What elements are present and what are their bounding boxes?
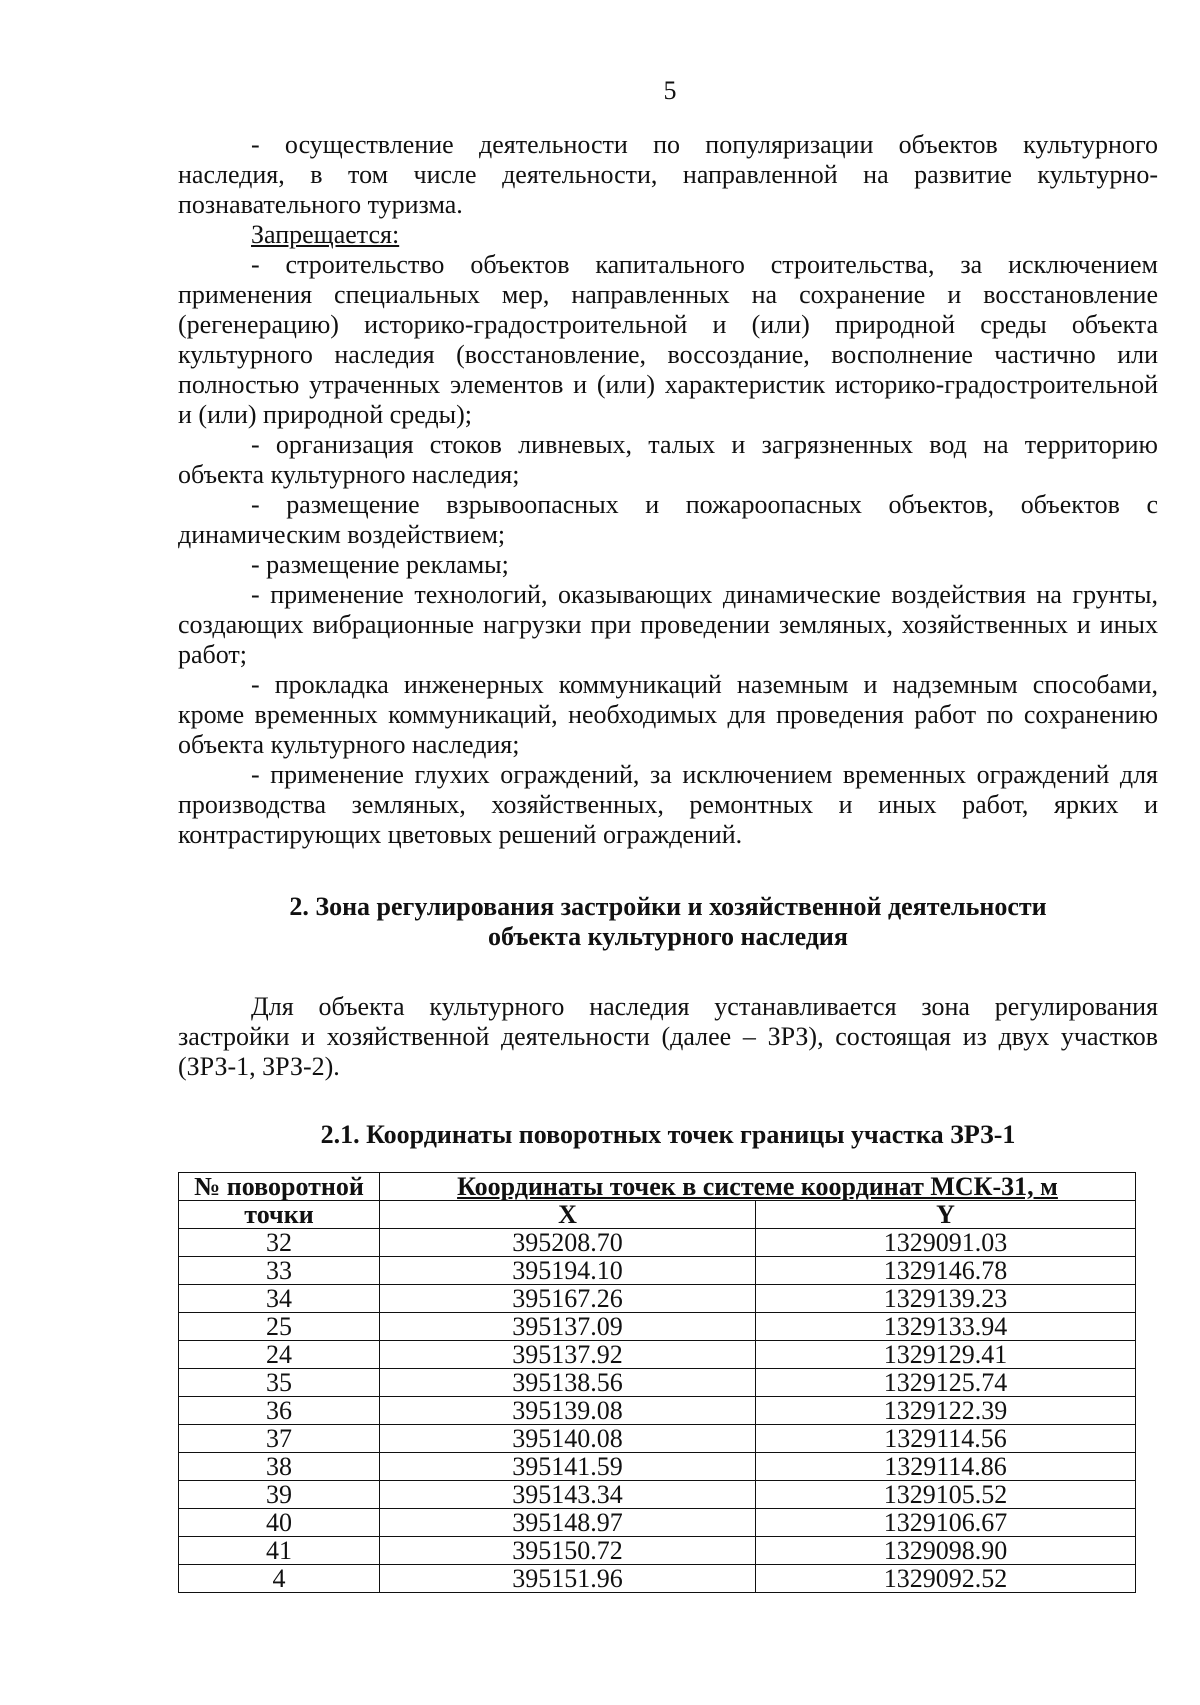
x-coordinate-cell: 395208.70 (380, 1229, 756, 1257)
y-coordinate-cell: 1329105.52 (756, 1481, 1136, 1509)
point-number-cell: 33 (179, 1257, 380, 1285)
prohibited-item: - прокладка инженерных коммуникаций наземным и надземным способами, кроме временных коммуникаций, необходимых для проведения работ по сохранению объекта культурного наследия; (178, 670, 1158, 759)
prohibited-item: - организация стоков ливневых, талых и загрязненных вод на территорию объекта культурного наследия; (178, 430, 1158, 489)
table-row (179, 1341, 1136, 1369)
y-coordinate-cell: 1329133.94 (756, 1313, 1136, 1341)
prohibited-item: - размещение взрывоопасных и пожароопасных объектов, объектов с динамическим воздействием; (178, 490, 1158, 549)
y-coordinate-cell: 1329146.78 (756, 1257, 1136, 1285)
prohibited-item: - применение технологий, оказывающих динамические воздействия на грунты, создающих вибрационные нагрузки при проведении земляных, хозяйственных и иных работ; (178, 580, 1158, 669)
table-row (179, 1537, 1136, 1565)
point-number-cell: 36 (179, 1397, 380, 1425)
y-coordinate-cell: 1329091.03 (756, 1229, 1136, 1257)
x-coordinate-cell: 395150.72 (380, 1537, 756, 1565)
point-number-cell: 37 (179, 1425, 380, 1453)
y-coordinate-cell: 1329092.52 (756, 1565, 1136, 1593)
x-coordinate-cell: 395140.08 (380, 1425, 756, 1453)
x-coordinate-cell: 395137.09 (380, 1313, 756, 1341)
prohibited-item: - применение глухих ограждений, за исключением временных ограждений для производства земляных, хозяйственных, ремонтных и иных работ, ярких и контрастирующих цветовых решений ограждений. (178, 760, 1158, 849)
page-number: 5 (663, 76, 677, 105)
col-x-header: X (380, 1201, 756, 1229)
y-coordinate-cell: 1329106.67 (756, 1509, 1136, 1537)
col-number-header-cont: точки (179, 1201, 380, 1229)
y-coordinate-cell: 1329114.56 (756, 1425, 1136, 1453)
y-coordinate-cell: 1329114.86 (756, 1453, 1136, 1481)
coords-header (380, 1173, 1136, 1201)
table-row (179, 1481, 1136, 1509)
y-coordinate-cell: 1329122.39 (756, 1397, 1136, 1425)
table-subheader-row (179, 1201, 1136, 1229)
prohibited-item: - размещение рекламы; (251, 550, 509, 579)
x-coordinate-cell: 395141.59 (380, 1453, 756, 1481)
table-body (179, 1229, 1136, 1593)
table-title: 2.1. Координаты поворотных точек границы участка ЗРЗ-1 (320, 1120, 1016, 1149)
col-number-header (179, 1173, 380, 1201)
point-number-cell: 32 (179, 1229, 380, 1257)
prohibited-heading-text: Запрещается: (251, 220, 400, 249)
prohibited-heading (178, 220, 1158, 250)
point-number-cell: 34 (179, 1285, 380, 1313)
section-2-heading-line1: 2. Зона регулирования застройки и хозяйственной деятельности (289, 892, 1047, 921)
table-row (179, 1509, 1136, 1537)
col-y-header: Y (756, 1201, 1136, 1229)
table-row (179, 1425, 1136, 1453)
y-coordinate-cell: 1329129.41 (756, 1341, 1136, 1369)
x-coordinate-cell: 395143.34 (380, 1481, 756, 1509)
x-coordinate-cell: 395151.96 (380, 1565, 756, 1593)
table-row (179, 1397, 1136, 1425)
point-number-cell: 39 (179, 1481, 380, 1509)
x-coordinate-cell: 395138.56 (380, 1369, 756, 1397)
point-number-cell: 40 (179, 1509, 380, 1537)
paragraph-popularization: - осуществление деятельности по популяризации объектов культурного наследия, в том числе деятельности, направленной на развитие культурно-познавательного туризма. (178, 130, 1158, 219)
table-row (179, 1453, 1136, 1481)
point-number-cell: 35 (179, 1369, 380, 1397)
x-coordinate-cell: 395194.10 (380, 1257, 756, 1285)
table-row (179, 1313, 1136, 1341)
y-coordinate-cell: 1329098.90 (756, 1537, 1136, 1565)
section-2-intro: Для объекта культурного наследия устанавливается зона регулирования застройки и хозяйственной деятельности (далее – ЗРЗ), состоящая из двух участков (ЗРЗ-1, ЗРЗ-2). (178, 992, 1158, 1081)
table-row (179, 1285, 1136, 1313)
section-2-heading (178, 892, 1158, 952)
prohibited-item: - строительство объектов капитального строительства, за исключением применения специальных мер, направленных на сохранение и восстановление (регенерацию) историко-градостроительной и (или) природной среды объекта культурного наследия (восстановление, воссоздание, восполнение частично или полностью утраченных элементов и (или) характеристик историко-градостроительной и (или) природной среды); (178, 250, 1158, 429)
document-body (178, 130, 1158, 1593)
point-number-cell: 25 (179, 1313, 380, 1341)
table-row (179, 1565, 1136, 1593)
x-coordinate-cell: 395148.97 (380, 1509, 756, 1537)
table-header-row (179, 1173, 1136, 1201)
y-coordinate-cell: 1329139.23 (756, 1285, 1136, 1313)
x-coordinate-cell: 395139.08 (380, 1397, 756, 1425)
section-2-heading-line2: объекта культурного наследия (488, 922, 848, 951)
table-row (179, 1229, 1136, 1257)
point-number-cell: 4 (179, 1565, 380, 1593)
y-coordinate-cell: 1329125.74 (756, 1369, 1136, 1397)
prohibited-list (178, 250, 1158, 850)
table-row (179, 1257, 1136, 1285)
coordinates-table (178, 1172, 1136, 1593)
point-number-cell: 41 (179, 1537, 380, 1565)
table-row (179, 1369, 1136, 1397)
col-number-header-line1: № поворотной (194, 1172, 364, 1201)
coords-header-text: Координаты точек в системе координат МСК-31, м (457, 1172, 1058, 1201)
x-coordinate-cell: 395137.92 (380, 1341, 756, 1369)
point-number-cell: 38 (179, 1453, 380, 1481)
x-coordinate-cell: 395167.26 (380, 1285, 756, 1313)
point-number-cell: 24 (179, 1341, 380, 1369)
